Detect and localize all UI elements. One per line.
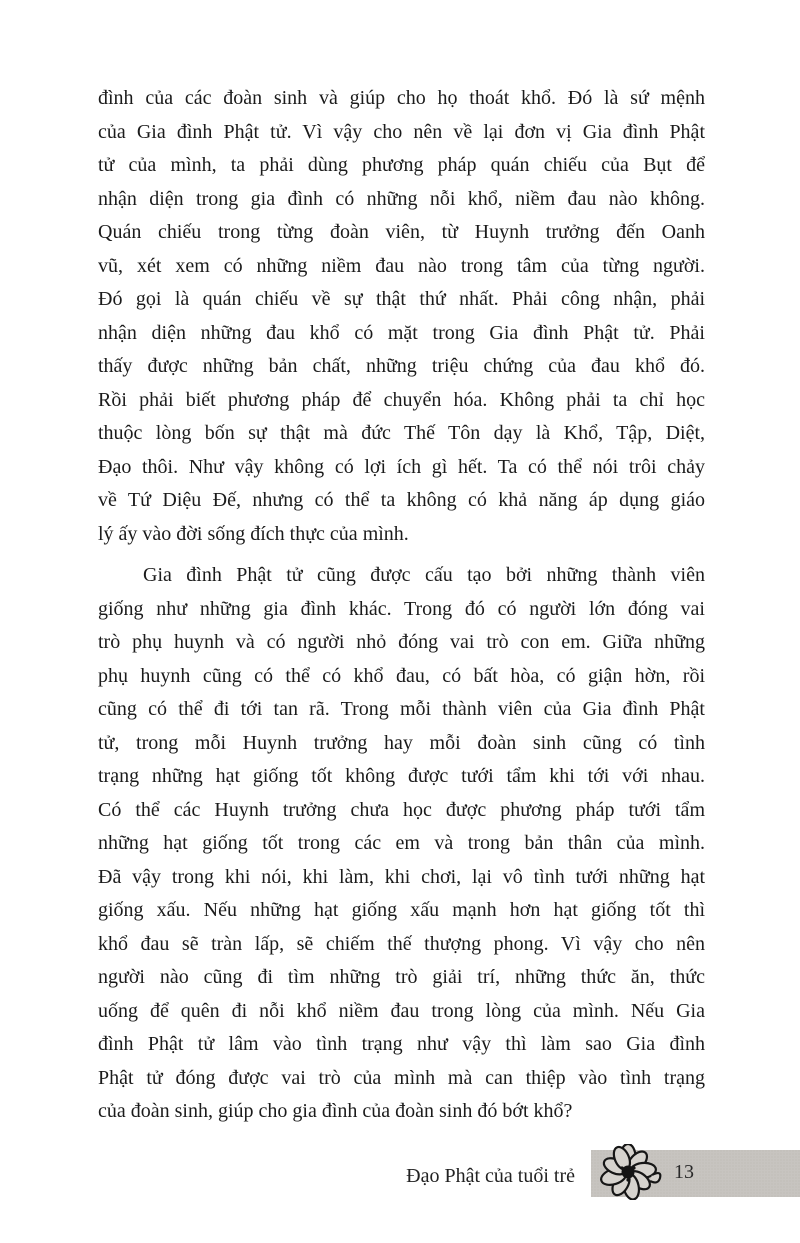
text-line: Đó gọi là quán chiếu về sự thật thứ nhất. Phải công nhận, phải bbox=[98, 288, 705, 310]
text-line: nhận diện những đau khổ có mặt trong Gia đình Phật tử. Phải bbox=[98, 321, 705, 344]
text-line: của đoàn sinh, giúp cho gia đình của đoàn sinh đó bớt khổ? bbox=[98, 1100, 573, 1122]
text-line: người nào cũng đi tìm những trò giải trí, những thức ăn, thức bbox=[98, 966, 705, 988]
text-line: lý ấy vào đời sống đích thực của mình. bbox=[98, 522, 409, 545]
text-line: tử của mình, ta phải dùng phương pháp quán chiếu của Bụt để bbox=[98, 154, 705, 176]
text-line: uống để quên đi nỗi khổ niềm đau trong lòng của mình. Nếu Gia bbox=[98, 999, 705, 1022]
text-line: thuộc lòng bốn sự thật mà đức Thế Tôn dạy là Khổ, Tập, Diệt, bbox=[98, 422, 705, 444]
footer-bar bbox=[591, 1150, 800, 1197]
text-line: đình Phật tử lâm vào tình trạng như vậy thì làm sao Gia đình bbox=[98, 1033, 705, 1055]
page-number: 13 bbox=[674, 1161, 694, 1183]
running-footer-title: Đạo Phật của tuổi trẻ bbox=[406, 1165, 575, 1187]
text-line: Gia đình Phật tử cũng được cấu tạo bởi những thành viên bbox=[143, 564, 705, 586]
text-line: giống xấu. Nếu những hạt giống xấu mạnh hơn hạt giống tốt thì bbox=[98, 899, 705, 921]
text-line: cũng có thể đi tới tan rã. Trong mỗi thành viên của Gia đình Phật bbox=[98, 698, 705, 720]
text-line: Rồi phải biết phương pháp để chuyển hóa. Không phải ta chỉ học bbox=[98, 388, 705, 411]
text-line: đình của các đoàn sinh và giúp cho họ thoát khổ. Đó là sứ mệnh bbox=[98, 87, 705, 109]
text-line: những hạt giống tốt trong các em và trong bản thân của mình. bbox=[98, 832, 705, 854]
text-line: về Tứ Diệu Đế, nhưng có thể ta không có khả năng áp dụng giáo bbox=[98, 489, 705, 511]
text-line: của Gia đình Phật tử. Vì vậy cho nên về lại đơn vị Gia đình Phật bbox=[98, 120, 705, 143]
text-line: Đã vậy trong khi nói, khi làm, khi chơi, lại vô tình tưới những hạt bbox=[98, 865, 705, 888]
body-text bbox=[98, 82, 705, 1129]
lotus-flower-icon bbox=[592, 1144, 670, 1200]
text-line: Quán chiếu trong từng đoàn viên, từ Huynh trưởng đến Oanh bbox=[98, 221, 705, 243]
paragraph-1 bbox=[98, 82, 705, 551]
text-line: khổ đau sẽ tràn lấp, sẽ chiếm thế thượng phong. Vì vậy cho nên bbox=[98, 932, 705, 955]
text-line: vũ, xét xem có những niềm đau nào trong tâm của từng người. bbox=[98, 254, 705, 277]
paragraph-2 bbox=[98, 559, 705, 1129]
text-line: trò phụ huynh và có người nhỏ đóng vai trò con em. Giữa những bbox=[98, 631, 705, 653]
text-line: Đạo thôi. Như vậy không có lợi ích gì hết. Ta có thể nói trôi chảy bbox=[98, 455, 705, 478]
text-line: trạng những hạt giống tốt không được tưới tẩm khi tới với nhau. bbox=[98, 765, 705, 787]
text-line: tử, trong mỗi Huynh trưởng hay mỗi đoàn sinh cũng có tình bbox=[98, 731, 705, 754]
text-line: phụ huynh cũng có thể có khổ đau, có bất hòa, có giận hờn, rồi bbox=[98, 664, 705, 687]
text-line: Phật tử đóng được vai trò của mình mà can thiệp vào tình trạng bbox=[98, 1066, 705, 1089]
text-line: nhận diện trong gia đình có những nỗi khổ, niềm đau nào không. bbox=[98, 187, 705, 210]
text-line: Có thể các Huynh trưởng chưa học được phương pháp tưới tẩm bbox=[98, 798, 705, 821]
text-line: thấy được những bản chất, những triệu chứng của đau khổ đó. bbox=[98, 355, 705, 377]
text-line: giống như những gia đình khác. Trong đó có người lớn đóng vai bbox=[98, 597, 705, 620]
